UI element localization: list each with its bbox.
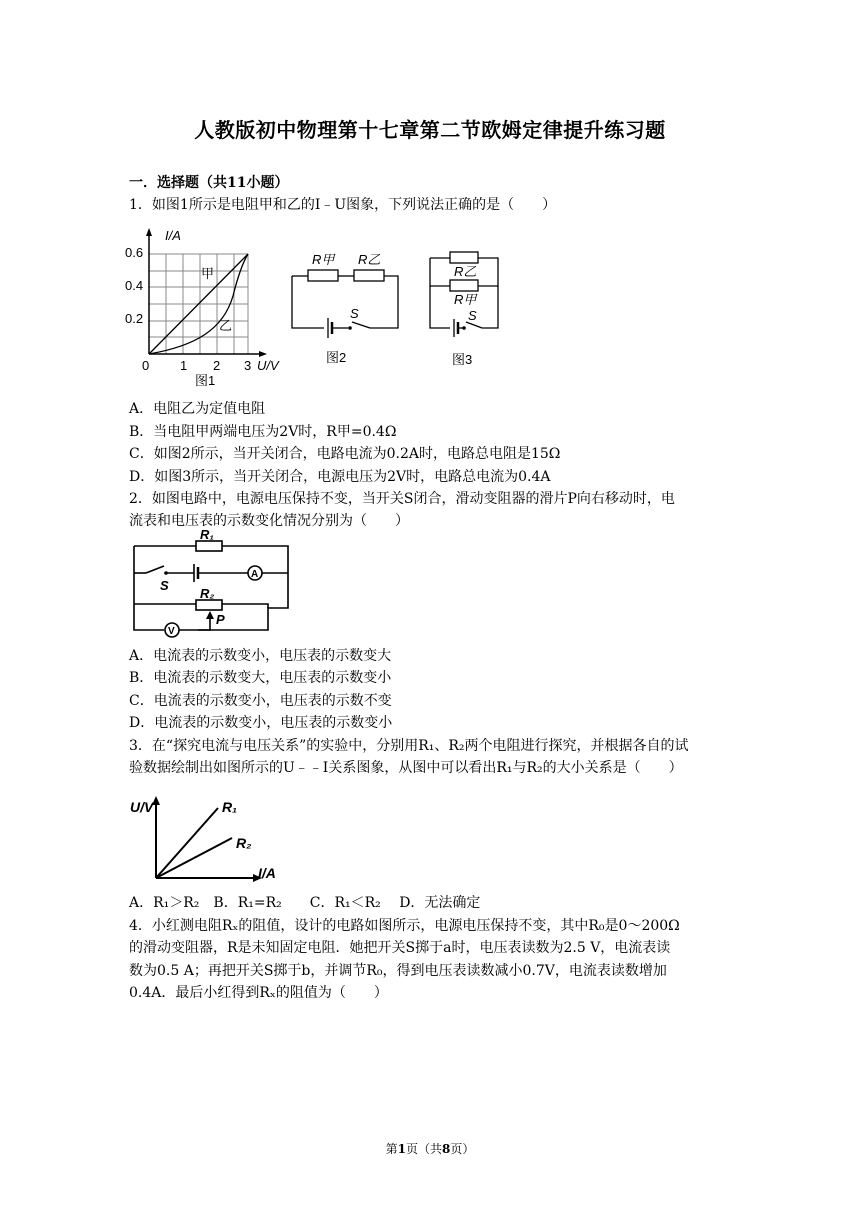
document-title: 人教版初中物理第十七章第二节欧姆定律提升练习题 [194,118,666,142]
q1-fig1-xtick: 3 [244,358,252,373]
q1-fig1-ytick: 0.6 [125,245,144,260]
q1-figure-1 [125,226,295,386]
footer-suffix: 页） [450,1142,475,1156]
q1-fig1-ytick: 0.4 [125,278,144,293]
q4-line-1: 4．小红测电阻Rₓ的阻值，设计的电路如图所示，电源电压保持不变，其中R₀是0～200Ω [129,918,680,934]
q2-r2-label: R₂ [200,586,215,601]
footer-middle: 页（共 [405,1142,442,1156]
q1-fig1-ytick: 0.2 [125,311,144,326]
q1-figure-2 [288,250,403,368]
q1-figure-3 [424,248,504,370]
q1-fig3-resistor-b: R甲 [454,292,477,307]
q1-fig3-caption: 图3 [452,352,473,367]
q2-option-c: C．电流表的示数变小，电压表的示数不变 [129,693,392,709]
q2-ammeter: A [251,569,259,580]
q1-fig1-ylabel: I/A [165,228,181,243]
q3-line-r1-label: R₁ [222,799,238,815]
q1-fig1-xtick: 1 [180,358,188,373]
q4-line-2: 的滑动变阻器，R是未知固定电阻．她把开关S掷于a时，电压表读数为2.5 V，电流表读 [129,940,671,956]
q1-option-c: C．如图2所示，当开关闭合，电路电流为0.2A时，电路总电阻是15Ω [129,446,561,462]
q1-fig1-curve-a-label: 甲 [201,266,215,281]
q2-option-b: B．电流表的示数变大，电压表的示数变小 [129,670,392,686]
footer-page-number: 1 [397,1142,406,1156]
q3-xlabel: I/A [258,865,276,881]
section-heading: 一．选择题（共11小题） [129,175,289,191]
q2-stem-line-1: 2．如图电路中，电源电压保持不变，当开关S闭合，滑动变阻器的滑片P向右移动时，电 [129,491,675,507]
q1-fig1-xlabel: U/V [257,358,279,373]
q3-line-r2-label: R₂ [236,835,252,851]
q2-switch-label: S [160,578,169,593]
q1-fig1-caption: 图1 [195,373,216,388]
footer-prefix: 第 [385,1142,398,1156]
q1-fig3-resistor-a: R乙 [454,264,477,279]
q3-stem-line-1: 3．在“探究电流与电压关系”的实验中，分别用R₁、R₂两个电阻进行探究，并根据各自的试 [129,738,689,754]
q3-ylabel: U/V [130,799,154,815]
q3-graph-figure [128,792,288,886]
q2-option-d: D．电流表的示数变小，电压表的示数变小 [129,715,393,731]
q2-circuit-figure [128,527,294,640]
q1-option-b: B．当电阻甲两端电压为2V时，R甲=0.4Ω [129,424,397,440]
q1-fig2-resistor-b: R乙 [358,252,381,267]
q3-options: A．R₁＞R₂ B．R₁=R₂ C．R₁＜R₂ D．无法确定 [129,895,481,911]
q1-fig1-xtick: 0 [142,358,150,373]
q1-stem: 1．如图1所示是电阻甲和乙的I﹣U图象，下列说法正确的是（ ） [129,197,557,213]
q1-option-a: A．电阻乙为定值电阻 [129,401,266,417]
q1-fig2-resistor-a: R甲 [312,252,335,267]
q4-line-3: 数为0.5 A；再把开关S掷于b，并调节R₀，得到电压表读数减小0.7V，电流表读数增加 [129,963,667,979]
footer-page-total: 8 [442,1142,451,1156]
q1-option-d: D．如图3所示，当开关闭合，电源电压为2V时，电路总电流为0.4A [129,469,551,485]
q1-fig1-xtick: 2 [213,358,221,373]
q2-voltmeter: V [168,626,175,637]
q2-r1-label: R₁ [200,527,214,542]
q1-fig2-caption: 图2 [326,350,347,365]
q4-line-4: 0.4A．最后小红得到Rₓ的阻值为（ ） [129,985,388,1001]
q1-fig2-switch: S [350,306,359,321]
q1-fig1-curve-b-label: 乙 [219,318,233,333]
q2-stem-line-2: 流表和电压表的示数变化情况分别为（ ） [129,513,409,529]
page-footer [0,1140,860,1157]
q3-stem-line-2: 验数据绘制出如图所示的U﹣﹣I关系图象，从图中可以看出R₁与R₂的大小关系是（ ） [129,760,683,776]
q1-fig3-switch: S [468,308,477,323]
q2-option-a: A．电流表的示数变小，电压表的示数变大 [129,648,392,664]
q2-slider-label: P [216,612,225,627]
